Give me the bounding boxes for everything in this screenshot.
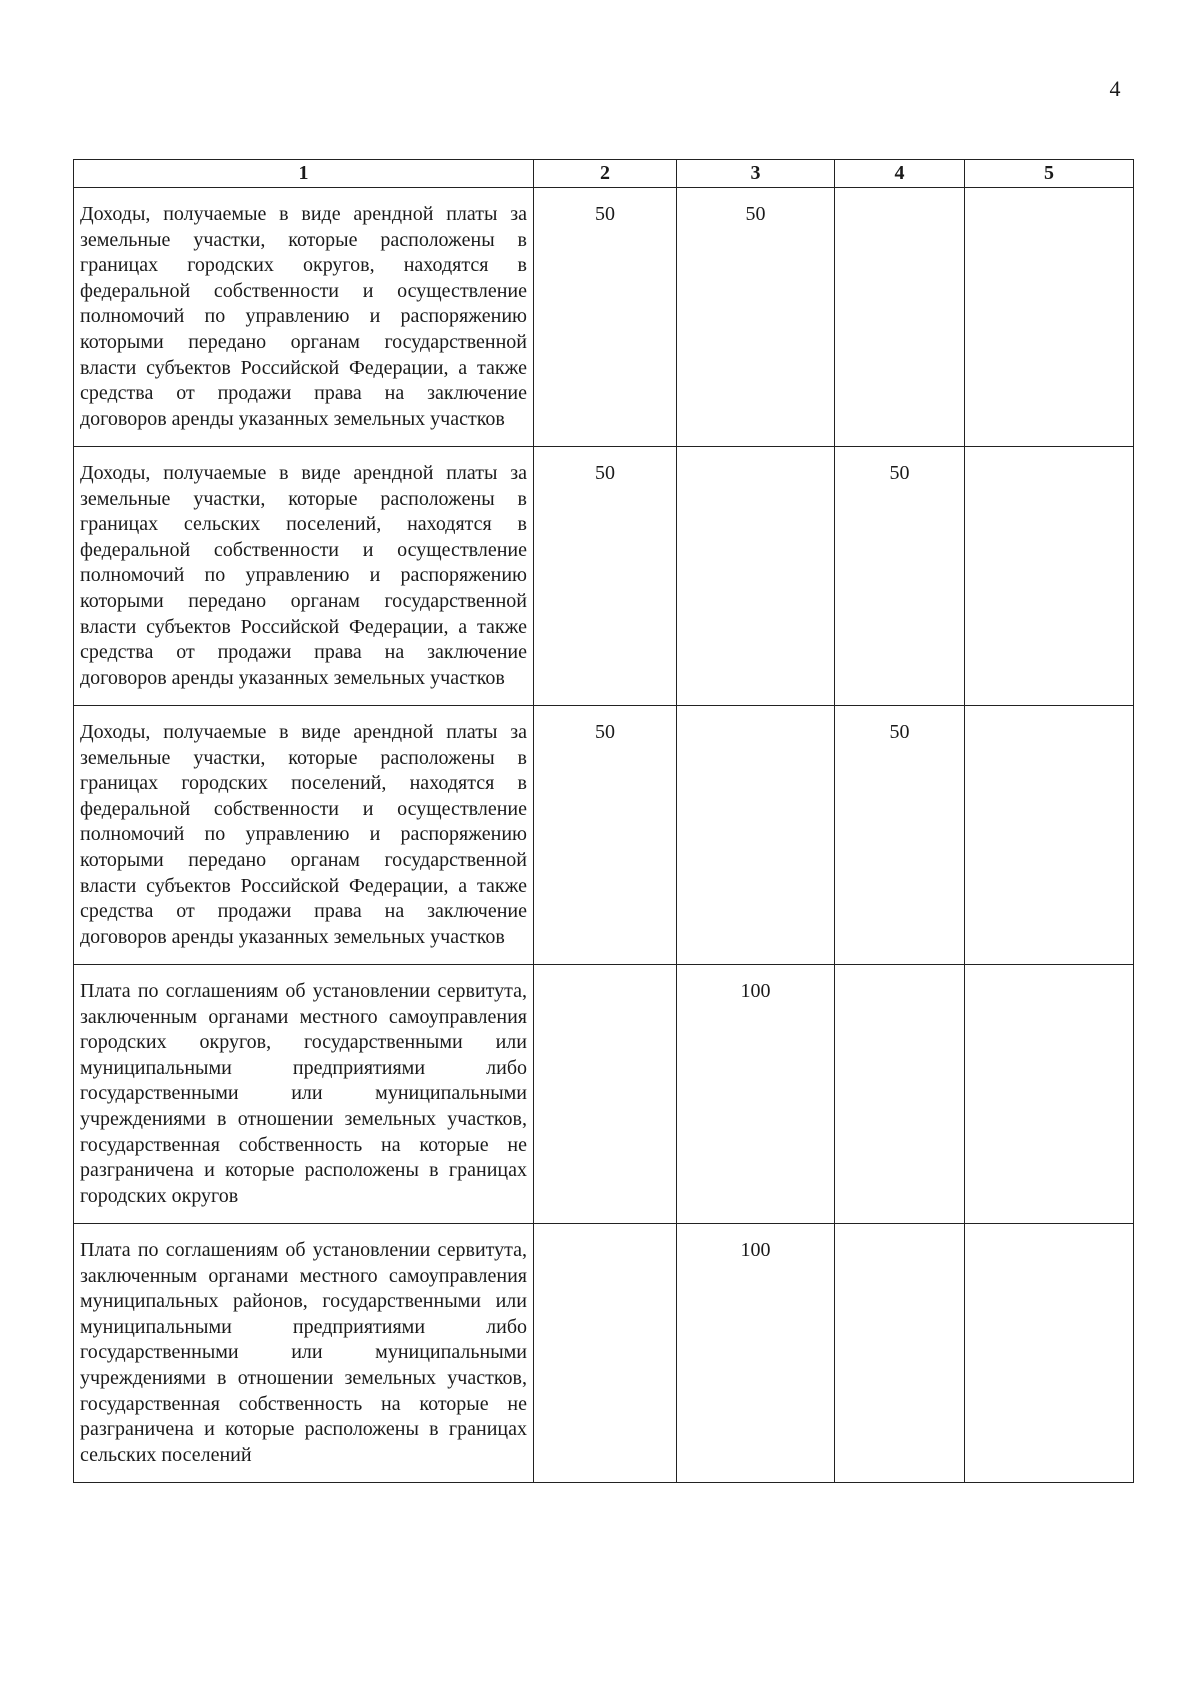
value-col-4 [835,965,965,1224]
value-col-5 [965,706,1134,965]
revenue-description: Доходы, получаемые в виде арендной платы за земельные участки, которые расположены в границах городских округов, находятся в федеральной собственности и осуществление полномочий по управлению и распоряжению которыми передано органам государственной власти субъектов Российской Федерации, а также средства от продажи права на заключение договоров аренды указанных земельных участков [74,188,534,447]
column-header-2: 2 [534,160,677,188]
revenue-description: Доходы, получаемые в виде арендной платы за земельные участки, которые расположены в границах городских поселений, находятся в федеральной собственности и осуществление полномочий по управлению и распоряжению которыми передано органам государственной власти субъектов Российской Федерации, а также средства от продажи права на заключение договоров аренды указанных земельных участков [74,706,534,965]
table-row [74,965,1134,1224]
value-col-5 [965,447,1134,706]
revenue-description: Плата по соглашениям об установлении сервитута, заключенным органами местного самоуправления городских округов, государственными или муниципальными предприятиями либо государственными или муниципальными учреждениями в отношении земельных участков, государственная собственность на которые не разграничена и которые расположены в границах городских округов [74,965,534,1224]
value-col-2 [534,965,677,1224]
value-col-5 [965,188,1134,447]
value-col-2: 50 [534,447,677,706]
column-header-5: 5 [965,160,1134,188]
value-col-2: 50 [534,188,677,447]
page-number: 4 [1109,76,1121,101]
value-col-3: 100 [677,1224,835,1483]
revenue-description: Доходы, получаемые в виде арендной платы за земельные участки, которые расположены в границах сельских поселений, находятся в федеральной собственности и осуществление полномочий по управлению и распоряжению которыми передано органам государственной власти субъектов Российской Федерации, а также средства от продажи права на заключение договоров аренды указанных земельных участков [74,447,534,706]
value-col-4: 50 [835,706,965,965]
column-header-3: 3 [677,160,835,188]
value-col-4: 50 [835,447,965,706]
table-row [74,188,1134,447]
column-header-1: 1 [74,160,534,188]
revenue-description: Плата по соглашениям об установлении сервитута, заключенным органами местного самоуправления муниципальных районов, государственными или муниципальными предприятиями либо государственными или муниципальными учреждениями в отношении земельных участков, государственная собственность на которые не разграничена и которые расположены в границах сельских поселений [74,1224,534,1483]
value-col-2: 50 [534,706,677,965]
table-row [74,706,1134,965]
value-col-4 [835,188,965,447]
value-col-4 [835,1224,965,1483]
table-row [74,1224,1134,1483]
table-header-row [74,160,1134,188]
value-col-3: 50 [677,188,835,447]
value-col-3 [677,706,835,965]
value-col-3 [677,447,835,706]
revenue-distribution-table [73,159,1134,1483]
value-col-5 [965,965,1134,1224]
value-col-2 [534,1224,677,1483]
column-header-4: 4 [835,160,965,188]
value-col-3: 100 [677,965,835,1224]
table-row [74,447,1134,706]
value-col-5 [965,1224,1134,1483]
